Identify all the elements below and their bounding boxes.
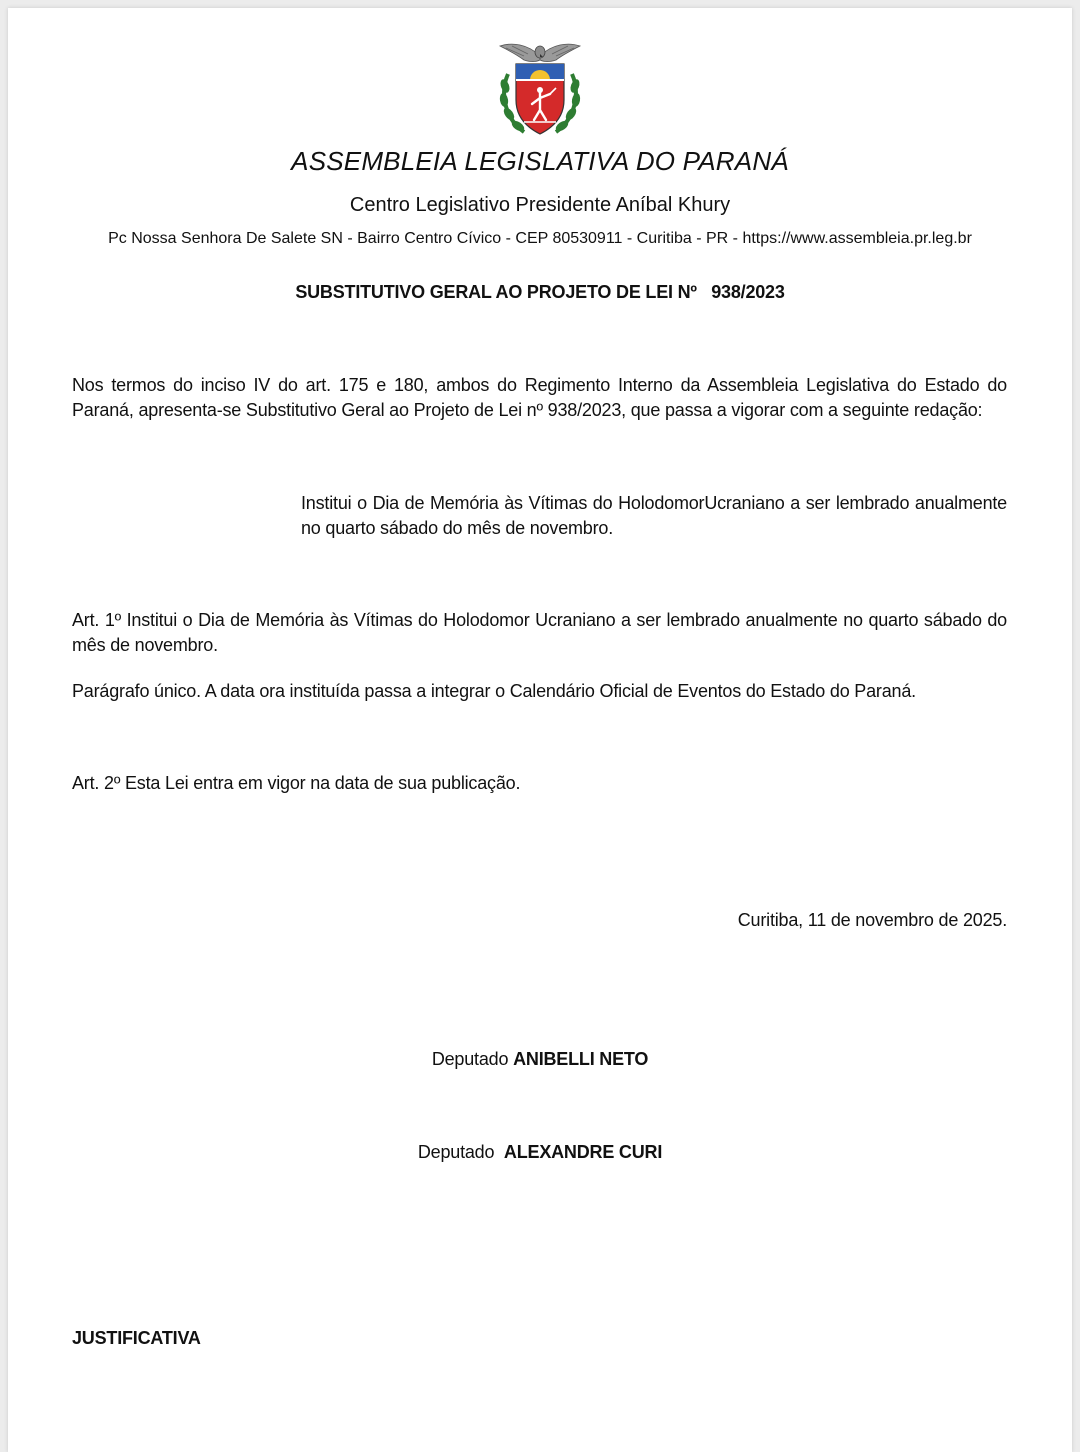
article-2: Art. 2º Esta Lei entra em vigor na data de sua publicação. [72,773,521,793]
document-title: SUBSTITUTIVO GERAL AO PROJETO DE LEI Nº 938/2023 [295,282,785,302]
date-location: Curitiba, 11 de novembro de 2025. [737,910,1007,930]
parana-coat-of-arms-icon [494,38,586,140]
document-page [8,8,1072,1452]
institution-name: ASSEMBLEIA LEGISLATIVA DO PARANÁ [291,146,789,176]
ementa-paragraph: Institui o Dia de Memória às Vítimas do HolodomorUcraniano a ser lembrado anualmente no quarto sábado do mês de novembro. [301,493,1007,538]
justification-heading: JUSTIFICATIVA [72,1328,201,1348]
institution-subtitle: Centro Legislativo Presidente Aníbal Khury [349,194,731,216]
article-1: Art. 1º Institui o Dia de Memória às Vítimas do Holodomor Ucraniano a ser lembrado anualmente no quarto sábado do mês de novembro. [72,610,1007,655]
signature-name: ANIBELLI NETO [513,1049,649,1069]
signature-name: ALEXANDRE CURI [503,1142,663,1162]
intro-paragraph: Nos termos do inciso IV do art. 175 e 180, ambos do Regimento Interno da Assembleia Legislativa do Estado do Paraná, apresenta-se Substitutivo Geral ao Projeto de Lei nº 938/2023, que passa a vigorar com a seguinte redação: [72,375,1007,420]
signature-1 [0,1049,1080,1070]
signature-title: Deputado [431,1049,509,1069]
signature-title: Deputado [417,1142,495,1162]
institution-address: Pc Nossa Senhora De Salete SN - Bairro Centro Cívico - CEP 80530911 - Curitiba - PR - https://www.assembleia.pr.leg.br [108,230,972,247]
paragrafo-unico: Parágrafo único. A data ora instituída passa a integrar o Calendário Oficial de Eventos do Estado do Paraná. [72,681,916,701]
signature-2 [0,1142,1080,1163]
